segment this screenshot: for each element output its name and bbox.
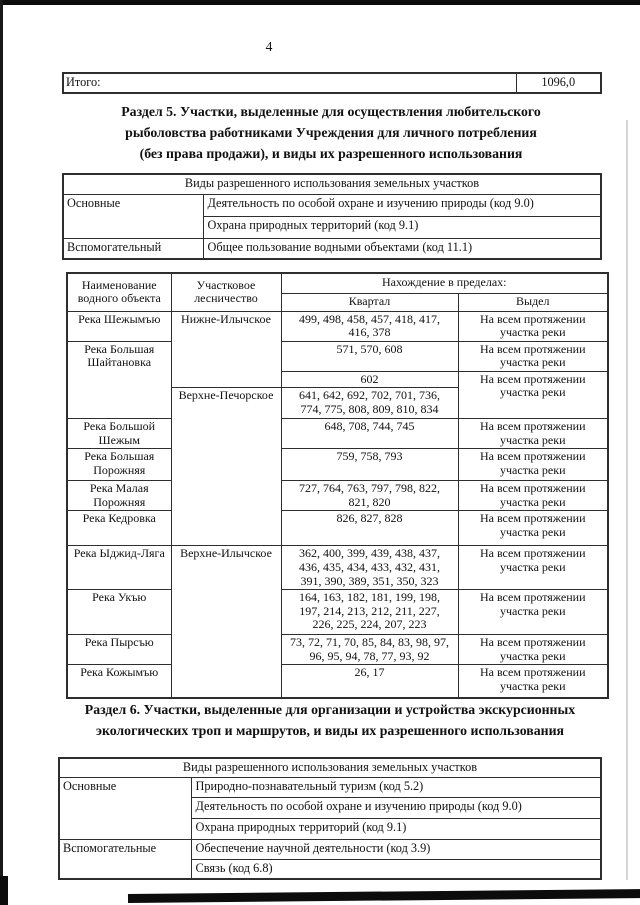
kvartal-cell <box>281 341 458 371</box>
use-item: Природно-познавательный туризм (код 5.2) <box>191 777 601 797</box>
kvartal-line: 499, 498, 458, 457, 418, 417, <box>299 311 440 326</box>
kvartal-cell <box>281 371 458 388</box>
river-name: Река Шежымъю <box>67 311 171 341</box>
river-name: Река Укъю <box>67 590 171 635</box>
forestry-name: Верхне-Печорское <box>171 388 281 546</box>
kvartal-cell <box>281 388 458 419</box>
river-name: Река Малая Порожняя <box>67 481 171 511</box>
col-header-vydel: Выдел <box>458 293 608 311</box>
kvartal-line: 96, 95, 94, 78, 77, 93, 92 <box>309 648 430 663</box>
river-name: Река Большой Шежым <box>67 419 171 449</box>
use-item: Охрана природных территорий (код 9.1) <box>191 818 601 839</box>
table-row <box>67 311 608 341</box>
kvartal-line: 416, 378 <box>348 325 391 340</box>
kvartal-line: 821, 820 <box>348 494 391 509</box>
vydel-cell: На всем протяжении участка реки <box>458 341 608 371</box>
kvartal-line: 648, 708, 744, 745 <box>324 419 415 434</box>
kvartal-line: 164, 163, 182, 181, 199, 198, <box>299 590 440 605</box>
section5-heading <box>62 101 600 164</box>
river-name: Река Ыджид-Ляга <box>67 546 171 590</box>
col-header-forestry: Участковое лесничество <box>171 273 281 311</box>
vydel-cell: На всем протяжении участка реки <box>458 419 608 449</box>
kvartal-cell <box>281 511 458 546</box>
group-label-auxiliary: Вспомогательный <box>63 238 203 259</box>
section6-heading <box>40 699 620 741</box>
use-item: Общее пользование водными объектами (код 11.1) <box>203 238 601 259</box>
table-header-row <box>67 273 608 293</box>
heading-line: экологических троп и маршрутов, и виды их разрешенного использования <box>95 723 565 738</box>
table-row <box>59 839 601 859</box>
vydel-cell: На всем протяжении участка реки <box>458 546 608 590</box>
col-header-water-object: Наименование водного объекта <box>67 273 171 311</box>
vydel-cell: На всем протяжении участка реки <box>458 635 608 665</box>
land-use-table-header: Виды разрешенного использования земельных участков <box>59 758 601 777</box>
kvartal-line: 641, 642, 692, 702, 701, 736, <box>299 388 440 403</box>
land-use-table-header: Виды разрешенного использования земельных участков <box>63 174 601 194</box>
river-name: Река Кедровка <box>67 511 171 546</box>
kvartal-line: 436, 435, 434, 433, 432, 431, <box>299 559 440 574</box>
vydel-cell: На всем протяжении участка реки <box>458 311 608 341</box>
kvartal-line: 774, 775, 808, 809, 810, 834 <box>300 401 439 416</box>
totals-value: 1096,0 <box>516 73 601 93</box>
kvartal-line: 197, 214, 213, 212, 211, 227, <box>299 603 440 618</box>
kvartal-line: 26, 17 <box>354 665 385 680</box>
kvartal-line: 391, 390, 389, 351, 350, 323 <box>300 573 439 588</box>
table-row <box>67 341 608 371</box>
kvartal-line: 73, 72, 71, 70, 85, 84, 83, 98, 97, <box>290 635 449 650</box>
col-header-location: Нахождение в пределах: <box>281 273 608 293</box>
table-row <box>67 511 608 546</box>
scan-corner-bottom-left <box>0 876 8 905</box>
kvartal-cell <box>281 590 458 635</box>
heading-line: Раздел 6. Участки, выделенные для организации и устройства экскурсионных <box>84 702 576 717</box>
vydel-cell: На всем протяжении участка реки <box>458 449 608 481</box>
rivers-table <box>66 272 609 699</box>
group-label-main: Основные <box>59 777 191 839</box>
table-row <box>63 238 601 259</box>
scan-edge-top <box>0 0 640 5</box>
kvartal-cell <box>281 665 458 698</box>
kvartal-line: 362, 400, 399, 439, 438, 437, <box>299 546 440 561</box>
kvartal-cell <box>281 419 458 449</box>
table-row <box>67 449 608 481</box>
river-name: Река Большая Порожняя <box>67 449 171 481</box>
table-row <box>67 665 608 698</box>
use-item: Охрана природных территорий (код 9.1) <box>203 216 601 238</box>
use-item: Связь (код 6.8) <box>191 859 601 879</box>
table-row <box>63 194 601 216</box>
river-name: Река Кожымъю <box>67 665 171 698</box>
heading-line: (без права продажи), и виды их разрешенного использования <box>139 146 523 161</box>
section6-land-use-table <box>58 757 602 880</box>
table-row <box>67 635 608 665</box>
kvartal-line: 602 <box>360 371 379 386</box>
kvartal-line: 727, 764, 763, 797, 798, 822, <box>299 481 440 496</box>
use-item: Деятельность по особой охране и изучению природы (код 9.0) <box>203 194 601 216</box>
vydel-cell: На всем протяжении участка реки <box>458 511 608 546</box>
heading-line: рыболовства работниками Учреждения для личного потребления <box>125 125 537 140</box>
vydel-cell: На всем протяжении участка реки <box>458 590 608 635</box>
forestry-name: Нижне-Илычское <box>171 311 281 388</box>
kvartal-cell <box>281 449 458 481</box>
table-row <box>59 777 601 797</box>
kvartal-cell <box>281 635 458 665</box>
scan-edge-right <box>626 120 628 880</box>
kvartal-cell <box>281 546 458 590</box>
group-label-main: Основные <box>63 194 203 238</box>
river-name: Река Большая Шайтановка <box>67 341 171 419</box>
table-row <box>67 546 608 590</box>
use-item: Деятельность по особой охране и изучению природы (код 9.0) <box>191 797 601 818</box>
kvartal-line: 826, 827, 828 <box>336 511 403 526</box>
group-label-auxiliary: Вспомогательные <box>59 839 191 879</box>
kvartal-line: 571, 570, 608 <box>336 341 403 356</box>
river-name: Река Пырсъю <box>67 635 171 665</box>
vydel-cell: На всем протяжении участка реки <box>458 665 608 698</box>
scan-edge-left <box>0 0 3 882</box>
vydel-cell: На всем протяжении участка реки <box>458 371 608 419</box>
forestry-name: Верхне-Илычское <box>171 546 281 698</box>
totals-row <box>63 73 601 93</box>
table-row <box>67 590 608 635</box>
totals-table <box>62 72 602 94</box>
section5-land-use-table <box>62 173 602 260</box>
kvartal-cell <box>281 481 458 511</box>
table-row <box>67 481 608 511</box>
page-number: 4 <box>265 39 273 54</box>
col-header-kvartal: Квартал <box>281 293 458 311</box>
scan-edge-bottom <box>128 889 640 903</box>
kvartal-line: 759, 758, 793 <box>336 449 403 464</box>
table-row <box>67 419 608 449</box>
totals-label: Итого: <box>63 73 516 93</box>
heading-line: Раздел 5. Участки, выделенные для осуществления любительского <box>121 104 541 119</box>
kvartal-cell <box>281 311 458 341</box>
vydel-cell: На всем протяжении участка реки <box>458 481 608 511</box>
use-item: Обеспечение научной деятельности (код 3.9) <box>191 839 601 859</box>
kvartal-line: 226, 225, 224, 207, 223 <box>312 617 427 632</box>
